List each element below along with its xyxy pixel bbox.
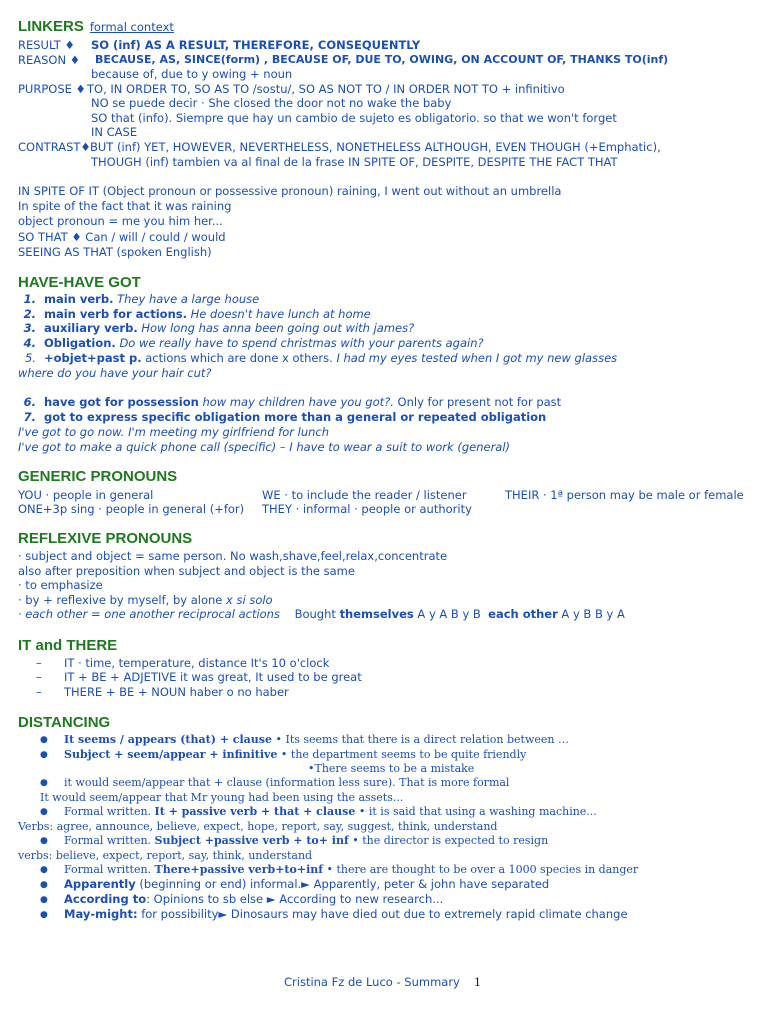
distancing-line7: Verbs: agree, announce, believe, expect, hope, report, say, suggest, think, understand xyxy=(18,820,498,833)
generic-we: WE · to include the reader / listener xyxy=(262,488,467,502)
distancing-line3: •There seems to be a mistake xyxy=(308,762,475,775)
purpose-text: TO, IN ORDER TO, SO AS TO /sostu/, SO AS NOT TO / IN ORDER NOT TO + infinitivo xyxy=(87,82,565,96)
have-extra2: I've got to go now. I'm meeting my girlfriend for lunch xyxy=(18,425,330,439)
have-item-4: 4. Obligation. Do we really have to spend christmas with your parents again? xyxy=(23,336,484,350)
result-label: RESULT ♦ xyxy=(18,38,75,52)
purpose-line4: IN CASE xyxy=(91,125,138,139)
distancing-line8: ● Formal written. Subject +passive verb + to+ inf • the director is expected to resign xyxy=(40,834,549,847)
distancing-line12: ● According to: Opinions to sb else ► According to new research... xyxy=(40,892,444,906)
inspite-line2: In spite of the fact that it was raining xyxy=(18,199,232,213)
distancing-line5: It would seem/appear that Mr young had been using the assets... xyxy=(40,791,404,804)
reflexive-line3: · to emphasize xyxy=(18,578,103,592)
itthere-item-3: – THERE + BE + NOUN haber o no haber xyxy=(36,685,289,699)
distancing-line13: ● May-might: for possibility► Dinosaurs may have died out due to extremely rapid climate change xyxy=(40,907,628,921)
generic-you: YOU · people in general xyxy=(18,488,154,502)
inspite-line3: object pronoun = me you him her... xyxy=(18,214,223,228)
generic-they: THEY · informal · people or authority xyxy=(262,502,472,516)
inspite-line1: IN SPITE OF IT (Object pronoun or possessive pronoun) raining, I went out without an umbrella xyxy=(18,184,562,198)
distancing-line4: ● it would seem/appear that + clause (information less sure). That is more formal xyxy=(40,776,510,789)
purpose-label: PURPOSE ♦ xyxy=(18,82,86,96)
generic-one: ONE+3p sing · people in general (+for) xyxy=(18,502,245,516)
inspite-line5: SEEING AS THAT (spoken English) xyxy=(18,245,212,259)
itthere-heading: IT and THERE xyxy=(18,637,118,654)
distancing-line10: ● Formal written. There+passive verb+to+inf • there are thought to be over a 1000 species in danger xyxy=(40,863,639,876)
reflexive-line1: · subject and object = same person. No wash,shave,feel,relax,concentrate xyxy=(18,549,448,563)
page-footer xyxy=(284,975,481,989)
contrast-text: BUT (inf) YET, HOWEVER, NEVERTHELESS, NONETHELESS ALTHOUGH, EVEN THOUGH (+Emphatic), xyxy=(90,140,661,154)
distancing-line1: ● It seems / appears (that) + clause • Its seems that there is a direct relation between … xyxy=(40,733,569,746)
distancing-line11: ● Apparently (beginning or end) informal.► Apparently, peter & john have separated xyxy=(40,877,550,891)
linkers-title: LINKERS xyxy=(18,18,84,35)
contrast-line2: THOUGH (inf) tambien va al final de la frase IN SPITE OF, DESPITE, DESPITE THE FACT THAT xyxy=(91,155,618,169)
distancing-line6: ● Formal written. It + passive verb + that + clause • it is said that using a washing machine... xyxy=(40,805,597,818)
have-item-2: 2. main verb for actions. He doesn't have lunch at home xyxy=(23,307,371,321)
itthere-item-2: – IT + BE + ADJETIVE it was great, It used to be great xyxy=(36,670,362,684)
contrast-label: CONTRAST♦ xyxy=(18,140,91,154)
have-item-3: 3. auxiliary verb. How long has anna been going out with james? xyxy=(23,321,415,335)
distancing-heading: DISTANCING xyxy=(18,714,111,731)
reflexive-heading: REFLEXIVE PRONOUNS xyxy=(18,530,193,547)
itthere-item-1: – IT · time, temperature, distance It's 10 o'clock xyxy=(36,656,330,670)
purpose-line3: SO that (info). Siempre que hay un cambio de sujeto es obligatorio. so that we won't forget xyxy=(91,111,617,125)
distancing-line9: verbs: believe, expect, report, say, think, understand xyxy=(18,849,313,862)
have-heading: HAVE-HAVE GOT xyxy=(18,274,141,291)
generic-heading: GENERIC PRONOUNS xyxy=(18,468,178,485)
reflexive-line2: also after preposition when subject and object is the same xyxy=(18,564,355,578)
generic-their: THEIR · 1ª person may be male or female xyxy=(505,488,744,502)
reflexive-line4: · by + reflexive by myself, by alone x si solo xyxy=(18,593,273,607)
linkers-heading xyxy=(18,18,174,35)
linkers-subtitle: formal context xyxy=(89,20,174,34)
reason-text: BECAUSE, AS, SINCE(form) , BECAUSE OF, DUE TO, OWING, ON ACCOUNT OF, THANKS TO(inf) xyxy=(95,53,669,66)
result-text: SO (inf) AS A RESULT, THEREFORE, CONSEQUENTLY xyxy=(91,38,421,52)
have-extra1: where do you have your hair cut? xyxy=(18,366,212,380)
reason-label: REASON ♦ xyxy=(18,53,81,67)
have-item-1: 1. main verb. They have a large house xyxy=(23,292,260,306)
footer-text: Cristina Fz de Luco - Summary xyxy=(284,975,460,989)
page-number: 1 xyxy=(473,975,482,989)
inspite-line4: SO THAT ♦ Can / will / could / would xyxy=(18,230,226,244)
have-item-5: 5. +objet+past p. actions which are done x others. I had my eyes tested when I got my new glasses xyxy=(25,351,618,365)
purpose-line2: NO se puede decir · She closed the door not no wake the baby xyxy=(91,96,452,110)
distancing-line2: ● Subject + seem/appear + infinitive • the department seems to be quite friendly xyxy=(40,748,527,761)
reason-line2: because of, due to y owing + noun xyxy=(91,67,293,81)
have-extra3: I've got to make a quick phone call (specific) – I have to wear a suit to work (general) xyxy=(18,440,511,454)
have-item-6: 6. have got for possession how may children have you got?. Only for present not for past xyxy=(23,395,562,409)
have-item-7: 7. got to express specific obligation more than a general or repeated obligation xyxy=(23,410,547,424)
reflexive-line5: · each other = one another reciprocal actions Bought themselves A y A B y B each other A y B B y A xyxy=(18,607,625,621)
